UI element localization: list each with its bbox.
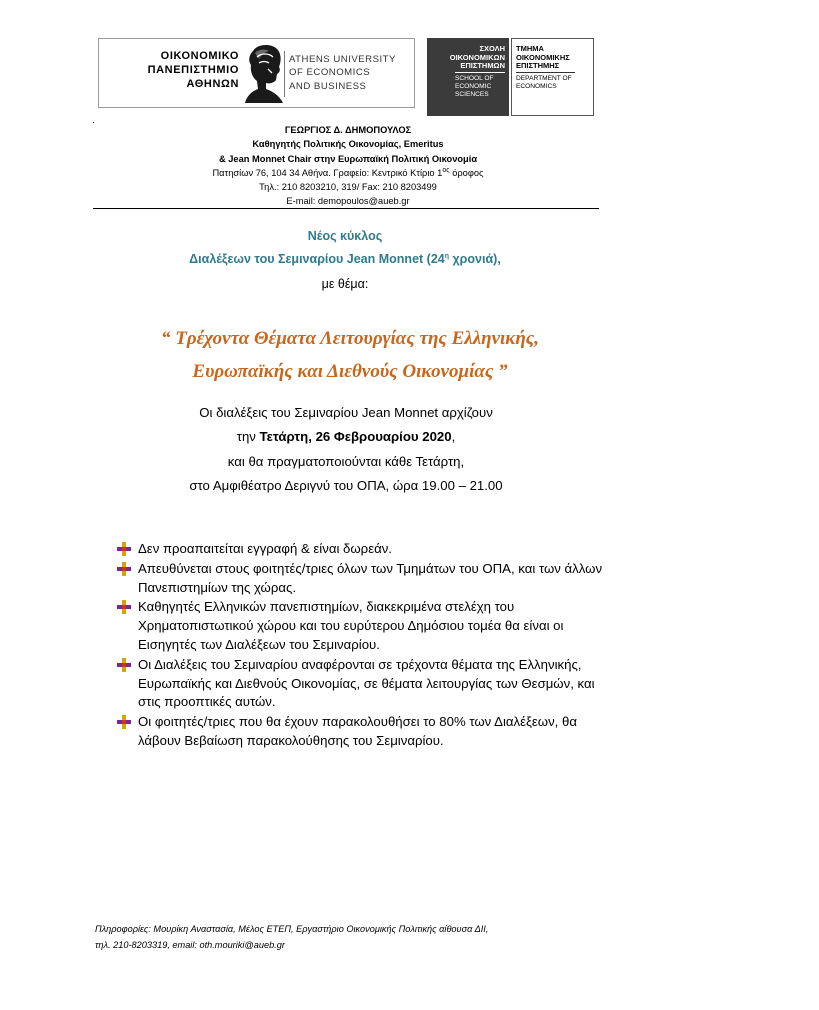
- plus-arrow-icon: [117, 542, 131, 556]
- school-logo-block: [427, 38, 509, 116]
- address-superscript: ος: [442, 166, 450, 174]
- school-department-logo: [427, 38, 594, 116]
- bullet-text: Δεν προαπαιτείται εγγραφή & είναι δωρεάν.: [138, 541, 392, 556]
- header-tick: [93, 122, 94, 123]
- header-rule: [93, 208, 599, 209]
- logo-english-line: AND BUSINESS: [289, 80, 367, 92]
- school-logo-rule: [455, 72, 505, 73]
- start-date-suffix: ,: [451, 429, 456, 445]
- address-text: Πατησίων 76, 104 34 Αθήνα. Γραφείο: Κεντρικό Κτίριο 1: [212, 167, 443, 178]
- seminar-title-line: Ευρωπαϊκής και Διεθνούς Οικονομίας ”: [192, 361, 508, 382]
- intro-block: [0, 226, 690, 295]
- logo-greek-line: ΠΑΝΕΠΙΣΤΗΜΙΟ: [147, 64, 239, 76]
- school-english-line: SCHOOL OF: [455, 75, 494, 82]
- dept-logo-rule: [516, 72, 575, 73]
- footer-line: Πληροφορίες: Μουρίκη Αναστασία, Μέλος ΕΤΕΠ, Εργαστήριο Οικονομικής Πολιτικής αίθουσα ΔΙΙ,: [95, 924, 489, 934]
- plus-arrow-icon: [117, 658, 131, 672]
- start-date: Τετάρτη, 26 Φεβρουαρίου 2020: [259, 429, 452, 445]
- logo-divider: [284, 51, 285, 97]
- start-date-prefix: την: [236, 429, 260, 445]
- list-item: [117, 540, 617, 559]
- contact-footer: [95, 921, 655, 954]
- seminar-title-line: “ Τρέχοντα Θέματα Λειτουργίας της Ελληνικής,: [160, 328, 540, 349]
- hermes-bust-icon: [235, 43, 291, 105]
- schedule-line: Οι διαλέξεις του Σεμιναρίου Jean Monnet αρχίζουν: [199, 405, 493, 420]
- list-item: [117, 560, 617, 598]
- new-cycle-heading: Νέος κύκλος: [307, 229, 383, 243]
- schedule-block: [0, 401, 692, 499]
- bullet-text: Απευθύνεται στους φοιτητές/τριες όλων των Τμημάτων του ΟΠΑ, και των άλλων Πανεπιστημίων της χώρας.: [138, 560, 603, 595]
- bullet-text: Καθηγητές Ελληνικών πανεπιστημίων, διακεκριμένα στελέχη του Χρηματοπιστωτικού χώρου και του ευρύτερου Δημόσιου τομέα θα είναι οι Εισηγητές των Διαλέξεων του Σεμιναρίου.: [138, 599, 564, 652]
- dept-english-line: ECONOMICS: [516, 83, 557, 90]
- info-bullet-list: [117, 540, 617, 752]
- logo-english-line: ATHENS UNIVERSITY: [289, 54, 396, 65]
- seminar-title: [0, 322, 700, 388]
- logo-english-line: OF ECONOMICS: [289, 67, 371, 79]
- school-english-line: SCIENCES: [455, 91, 489, 98]
- footer-line: τηλ. 210-8203319, email: oth.mouriki@aueb.gr: [95, 940, 285, 951]
- chair-title: & Jean Monnet Chair στην Ευρωπαϊκή Πολιτική Οικονομία: [218, 153, 478, 164]
- address-line: [95, 166, 601, 180]
- dept-greek-line: ΤΜΗΜΑ: [516, 44, 544, 53]
- list-item: [117, 598, 617, 654]
- aueb-logo: [98, 38, 415, 108]
- bullet-text: Οι Διαλέξεις του Σεμιναρίου αναφέρονται σε τρέχοντα θέματα της Ελληνικής, Ευρωπαϊκής και Διεθνούς Οικονομίας, σε θέματα λειτουργίας των Θεσμών, και στις προοπτικές αυτών.: [138, 656, 595, 710]
- list-item: [117, 713, 617, 751]
- bullet-text: Οι φοιτητές/τριες που θα έχουν παρακολουθήσει το 80% των Διαλέξεων, θα λάβουν Βεβαίωση παρακολούθησης του Σεμιναρίου.: [138, 714, 577, 748]
- seminar-series-suffix: χρονιά),: [449, 252, 501, 266]
- dept-english-line: DEPARTMENT OF: [516, 75, 572, 82]
- aueb-logo-greek: [107, 49, 239, 91]
- school-greek-line: ΟΙΚΟΝΟΜΙΚΩΝ: [449, 52, 505, 62]
- professor-name: ΓΕΩΡΓΙΟΣ Δ. ΔΗΜΟΠΟΥΛΟΣ: [284, 125, 412, 135]
- plus-arrow-icon: [117, 562, 131, 576]
- dept-greek-line: ΕΠΙΣΤΗΜΗΣ: [516, 61, 560, 70]
- address-floor: όροφος: [449, 167, 484, 178]
- dept-greek-line: ΟΙΚΟΝΟΜΙΚΗΣ: [516, 52, 570, 62]
- topic-label: με θέμα:: [321, 277, 369, 291]
- venue-time-line: στο Αμφιθέατρο Δεριγνύ του ΟΠΑ, ώρα 19.00 – 21.00: [189, 478, 503, 494]
- logo-greek-line: ΑΘΗΝΩΝ: [186, 78, 239, 90]
- department-logo-block: [511, 38, 594, 116]
- seminar-year-superscript: η: [444, 252, 450, 260]
- phone-line: Τηλ.: 210 8203210, 319/ Fax: 210 8203499: [259, 182, 437, 193]
- seminar-series-text: Διαλέξεων του Σεμιναρίου Jean Monnet (24: [189, 252, 445, 266]
- plus-arrow-icon: [117, 600, 131, 614]
- school-greek-line: ΣΧΟΛΗ: [479, 44, 505, 53]
- plus-arrow-icon: [117, 715, 131, 729]
- professor-title: Καθηγητής Πολιτικής Οικονομίας, Emeritus: [252, 139, 444, 150]
- start-date-line: [0, 425, 692, 449]
- logo-greek-line: ΟΙΚΟΝΟΜΙΚΟ: [160, 50, 239, 62]
- aueb-logo-english: [289, 53, 413, 93]
- schedule-line: και θα πραγματοποιούνται κάθε Τετάρτη,: [227, 453, 465, 469]
- school-english-line: ECONOMIC: [455, 83, 492, 90]
- school-greek-line: ΕΠΙΣΤΗΜΩΝ: [460, 61, 505, 70]
- seminar-series-heading: [0, 246, 690, 273]
- email-line: E-mail: demopoulos@aueb.gr: [286, 196, 410, 207]
- list-item: [117, 656, 617, 712]
- letterhead: [95, 123, 601, 209]
